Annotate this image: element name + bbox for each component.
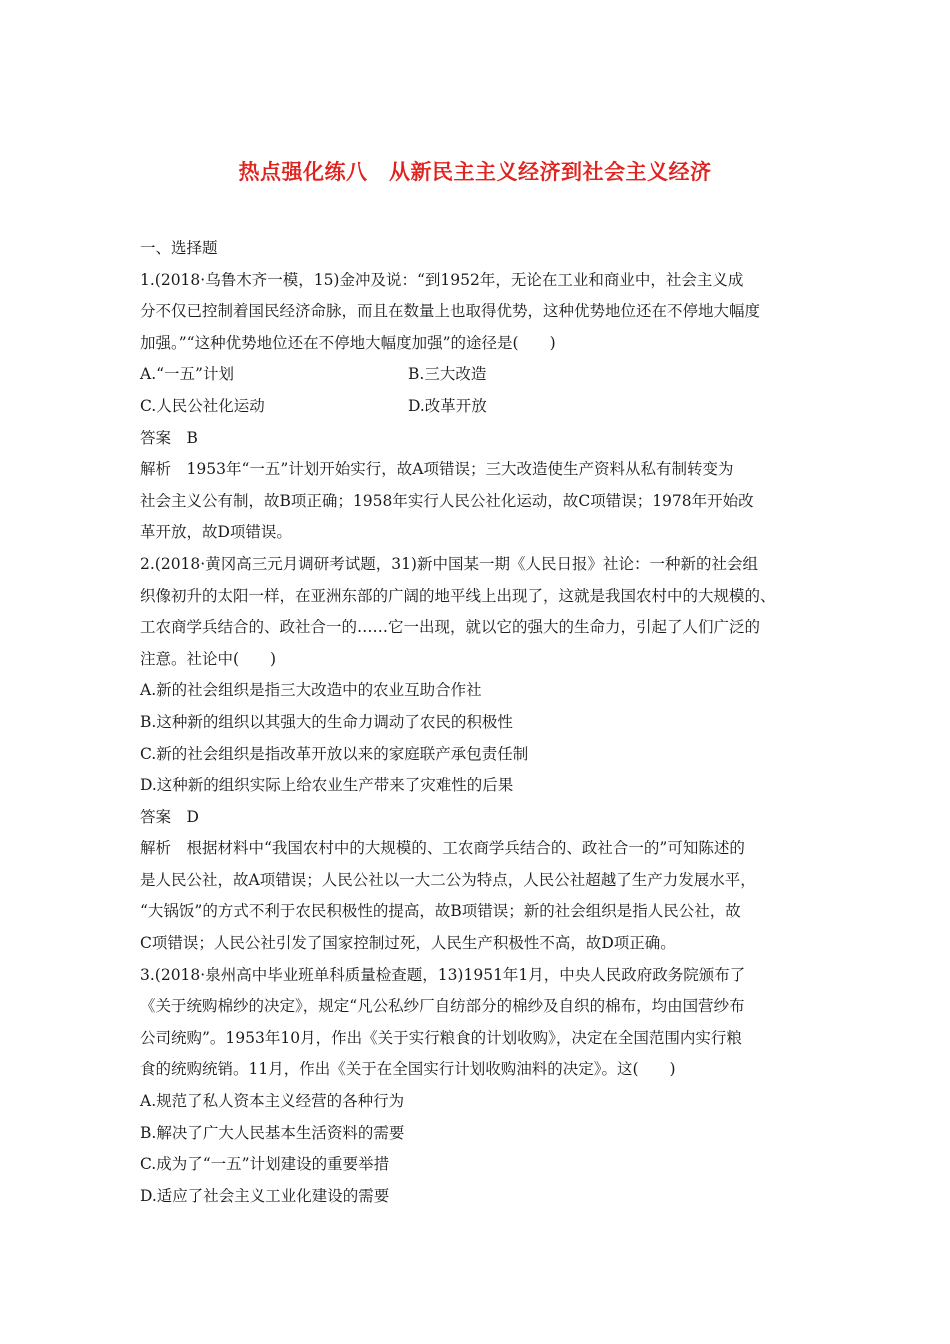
analysis-line: C项错误；人民公社引发了国家控制过死，人民生产积极性不高，故D项正确。 bbox=[140, 934, 676, 953]
option-a: A.规范了私人资本主义经营的各种行为 bbox=[140, 1092, 405, 1111]
question-text-line: 《关于统购棉纱的决定》，规定“凡公私纱厂自纺部分的棉纱及自织的棉布，均由国营纱布 bbox=[140, 997, 745, 1016]
option-b: B.解决了广大人民基本生活资料的需要 bbox=[140, 1123, 405, 1142]
question-text-line: 公司统购”。1953年10月，作出《关于实行粮食的计划收购》，决定在全国范围内实行粮 bbox=[140, 1028, 742, 1047]
analysis-line: 社会主义公有制，故B项正确；1958年实行人民公社化运动，故C项错误；1978年开始改 bbox=[140, 491, 754, 510]
document-body bbox=[140, 233, 816, 1212]
option-c: C.人民公社化运动 bbox=[140, 396, 265, 415]
question-text-line: 分不仅已控制着国民经济命脉，而且在数量上也取得优势，这种优势地位还在不停地大幅度 bbox=[140, 302, 761, 321]
analysis-line: 革开放，故D项错误。 bbox=[140, 523, 292, 542]
question-text-line: 1.(2018·乌鲁木齐一模，15)金冲及说：“到1952年，无论在工业和商业中，社会主义成 bbox=[140, 270, 744, 289]
question-2 bbox=[140, 549, 816, 960]
option-b: B.这种新的组织以其强大的生命力调动了农民的积极性 bbox=[140, 712, 513, 731]
option-c: C.新的社会组织是指改革开放以来的家庭联产承包责任制 bbox=[140, 744, 529, 763]
option-d: D.这种新的组织实际上给农业生产带来了灾难性的后果 bbox=[140, 776, 514, 795]
section-heading: 一、选择题 bbox=[140, 239, 218, 257]
option-a: A.“一五”计划 bbox=[140, 365, 234, 384]
option-d: D.改革开放 bbox=[408, 396, 487, 415]
analysis-line: 是人民公社，故A项错误；人民公社以一大二公为特点，人民公社超越了生产力发展水平， bbox=[140, 870, 756, 889]
page-title: 热点强化练八 从新民主主义经济到社会主义经济 bbox=[238, 160, 712, 184]
question-text-line: 织像初升的太阳一样，在亚洲东部的广阔的地平线上出现了，这就是我国农村中的大规模的、 bbox=[140, 586, 776, 605]
option-c: C.成为了“一五”计划建设的重要举措 bbox=[140, 1155, 390, 1174]
question-text-line: 食的统购统销。11月，作出《关于在全国实行计划收购油料的决定》。这( ) bbox=[140, 1060, 676, 1079]
question-text-line: 2.(2018·黄冈高三元月调研考试题，31)新中国某一期《人民日报》社论：一种新的社会组 bbox=[140, 554, 758, 573]
question-3 bbox=[140, 960, 816, 1213]
option-row bbox=[140, 359, 816, 391]
option-d: D.适应了社会主义工业化建设的需要 bbox=[140, 1186, 390, 1205]
answer: 答案 B bbox=[140, 428, 198, 447]
analysis-line: 解析 1953年“一五”计划开始实行，故A项错误；三大改造使生产资料从私有制转变为 bbox=[140, 460, 734, 479]
question-text-line: 工农商学兵结合的、政社合一的……它一出现，就以它的强大的生命力，引起了人们广泛的 bbox=[140, 618, 761, 637]
option-b: B.三大改造 bbox=[408, 365, 487, 384]
answer: 答案 D bbox=[140, 807, 199, 826]
question-text-line: 加强。”“这种优势地位还在不停地大幅度加强”的途径是( ) bbox=[140, 333, 556, 352]
question-1 bbox=[140, 265, 816, 549]
analysis-line: “大锅饭”的方式不利于农民积极性的提高，故B项错误；新的社会组织是指人民公社，故 bbox=[140, 902, 741, 921]
question-text-line: 注意。社论中( ) bbox=[140, 649, 277, 668]
question-text-line: 3.(2018·泉州高中毕业班单科质量检查题，13)1951年1月，中央人民政府政务院颁布了 bbox=[140, 965, 746, 984]
option-row bbox=[140, 391, 816, 423]
analysis-line: 解析 根据材料中“我国农村中的大规模的、工农商学兵结合的、政社合一的”可知陈述的 bbox=[140, 839, 745, 858]
option-a: A.新的社会组织是指三大改造中的农业互助合作社 bbox=[140, 681, 482, 700]
